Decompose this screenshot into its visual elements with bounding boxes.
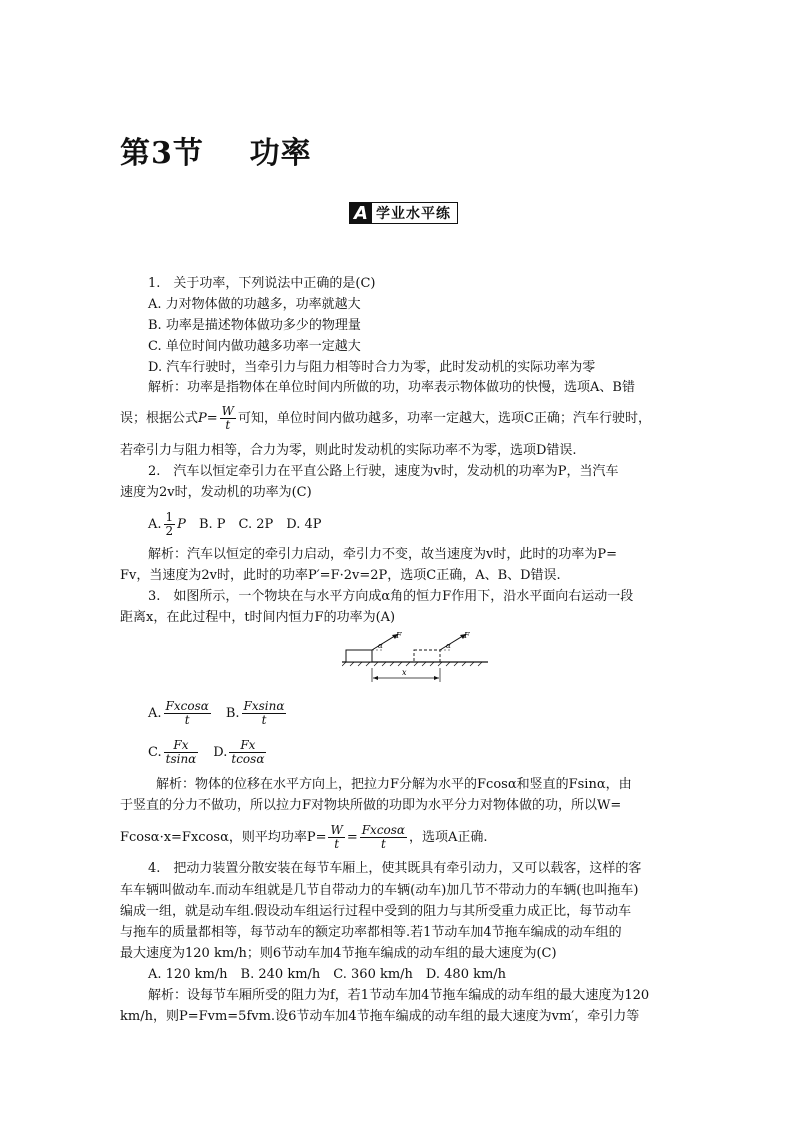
q4-options: A. 120 km/h B. 240 km/h C. 360 km/h D. 480 km/h xyxy=(148,967,507,982)
fraction-numerator: Fx xyxy=(229,739,266,753)
q4-explanation-line2: km/h，则P=Fvm=5fvm.设6节动车加4节拖车编成的动车组的最大速度为vm′，牵引力等 xyxy=(120,1009,640,1024)
fraction-denominator: t xyxy=(225,418,231,432)
block-end xyxy=(414,650,440,662)
q1-option-d: D. 汽车行驶时，当牵引力与阻力相等时合力为零，此时发动机的实际功率为零 xyxy=(148,360,596,375)
angle-label-1: α xyxy=(378,642,383,650)
q1-exp-fraction xyxy=(220,405,236,432)
fraction-numerator: Fxcosα xyxy=(361,823,406,837)
q4-stem-line2: 车车辆叫做动车.而动车组就是几节自带动力的车辆(动车)加几节不带动力的车辆(也叫拖车) xyxy=(120,883,639,898)
q3-opt-d-fraction xyxy=(229,739,266,766)
fraction-denominator: t xyxy=(334,837,340,851)
q3-stem-line1: 3. 如图所示，一个物块在与水平方向成α角的恒力F作用下，沿水平面向右运动一段 xyxy=(148,589,634,604)
q2-opt-rest: B. P C. 2P D. 4P xyxy=(198,517,322,532)
fraction-denominator: t xyxy=(184,713,190,727)
q2-opt-a-label: A. xyxy=(148,517,162,532)
q3-explanation-line1: 解析：物体的位移在水平方向上，把拉力F分解为水平的Fcosα和竖直的Fsinα，由 xyxy=(156,777,632,792)
q1-explanation-line1: 解析：功率是指物体在单位时间内所做的功，功率表示物体做功的快慢，选项A、B错 xyxy=(148,380,635,395)
q2-opt-a-fraction xyxy=(164,511,176,538)
q2-opt-a-var: P xyxy=(177,517,186,532)
q3-opt-a-label: A. xyxy=(148,706,162,721)
q4-stem-line1: 4. 把动力装置分散安装在每节车厢上，使其既具有牵引动力，又可以载客，这样的客 xyxy=(148,861,642,876)
q3-options-ab xyxy=(148,697,288,731)
fraction-numerator: W xyxy=(330,823,343,837)
q3-opt-b-fraction xyxy=(242,700,287,727)
q3-exp-text-a: Fcosα·x=Fxcosα，则平均功率P= xyxy=(120,830,327,845)
q3-options-cd xyxy=(148,736,268,770)
force-diagram xyxy=(342,628,488,690)
q3-stem-line2: 距离x，在此过程中，t时间内恒力F的功率为(A) xyxy=(120,610,396,625)
section-badge xyxy=(349,202,458,224)
dim-arrow-left xyxy=(373,676,378,680)
fraction-denominator: tsinα xyxy=(165,752,197,766)
q3-exp-fraction-1 xyxy=(328,824,344,851)
badge-text: 学业水平练 xyxy=(376,206,451,222)
q3-opt-a-fraction xyxy=(164,700,211,727)
q1-option-b: B. 功率是描述物体做功多少的物理量 xyxy=(148,318,361,333)
q3-exp-fraction-2 xyxy=(360,824,407,851)
distance-label: x xyxy=(402,668,407,677)
q3-opt-d-label: D. xyxy=(213,745,228,760)
fraction-denominator: tcosα xyxy=(231,752,265,766)
q4-stem-line3: 编成一组，就是动车组.假设动车组运行过程中受到的阻力与其所受重力成正比，每节动车 xyxy=(120,904,632,919)
q3-exp-text-b: ，选项A正确. xyxy=(409,830,488,845)
q2-stem-line2: 速度为2v时，发动机的功率为(C) xyxy=(120,485,312,500)
q1-exp-text-c: 可知，单位时间内做功越多，功率一定越大，选项C正确；汽车行驶时， xyxy=(238,411,651,426)
q4-explanation-line1: 解析：设每节车厢所受的阻力为f，若1节动车加4节拖车编成的动车组的最大速度为120 xyxy=(148,988,650,1003)
force-label-2: F xyxy=(464,631,470,640)
q4-stem-line5: 最大速度为120 km/h；则6节动车加4节拖车编成的动车组的最大速度为(C) xyxy=(120,946,557,961)
q1-exp-text-a: 误；根据公式 xyxy=(120,411,199,426)
q1-option-c: C. 单位时间内做功越多功率一定越大 xyxy=(148,339,361,354)
fraction-numerator: Fxsinα xyxy=(243,699,285,713)
fraction-denominator: t xyxy=(380,837,386,851)
q3-opt-c-fraction xyxy=(164,739,199,766)
q3-explanation-line2: 于竖直的分力不做功，所以拉力F对物块所做的功即为水平分力对物体做的功，所以W= xyxy=(120,798,622,813)
angle-label-2: α xyxy=(446,642,451,650)
q2-options xyxy=(148,510,322,540)
badge-letter: A xyxy=(350,203,372,223)
fraction-numerator: Fx xyxy=(164,739,199,753)
q3-opt-b-label: B. xyxy=(225,706,240,721)
block-start xyxy=(346,650,372,662)
q1-exp-formula: P= xyxy=(198,411,218,426)
q2-explanation-line1: 解析：汽车以恒定的牵引力启动，牵引力不变，故当速度为v时，此时的功率为P= xyxy=(148,547,617,562)
fraction-denominator: t xyxy=(261,713,267,727)
fraction-numerator: Fxcosα xyxy=(165,699,209,713)
page-title: 第3节 功率 xyxy=(120,136,312,171)
q3-opt-c-label: C. xyxy=(148,745,162,760)
q1-explanation-line3: 若牵引力与阻力相等，合力为零，则此时发动机的实际功率不为零，选项D错误. xyxy=(120,443,577,458)
fraction-numerator: W xyxy=(221,404,234,418)
q3-exp-equals: = xyxy=(346,830,358,845)
q2-stem-line1: 2. 汽车以恒定牵引力在平直公路上行驶，速度为v时，发动机的功率为P，当汽车 xyxy=(148,464,619,479)
fraction-numerator: 1 xyxy=(165,510,174,524)
q1-explanation-line2 xyxy=(120,404,651,434)
force-label-1: F xyxy=(396,631,402,640)
q1-stem: 1. 关于功率，下列说法中正确的是(C) xyxy=(148,276,376,291)
q1-option-a: A. 力对物体做的功越多，功率就越大 xyxy=(148,297,361,312)
q2-explanation-line2: Fv，当速度为2v时，此时的功率P′=F·2v=2P，选项C正确，A、B、D错误. xyxy=(120,568,561,583)
q4-stem-line4: 与拖车的质量都相等，每节动车的额定功率都相等.若1节动车加4节拖车编成的动车组的 xyxy=(120,925,622,940)
q3-explanation-line3 xyxy=(120,822,488,854)
dim-arrow-right xyxy=(434,676,439,680)
fraction-denominator: 2 xyxy=(165,524,174,538)
